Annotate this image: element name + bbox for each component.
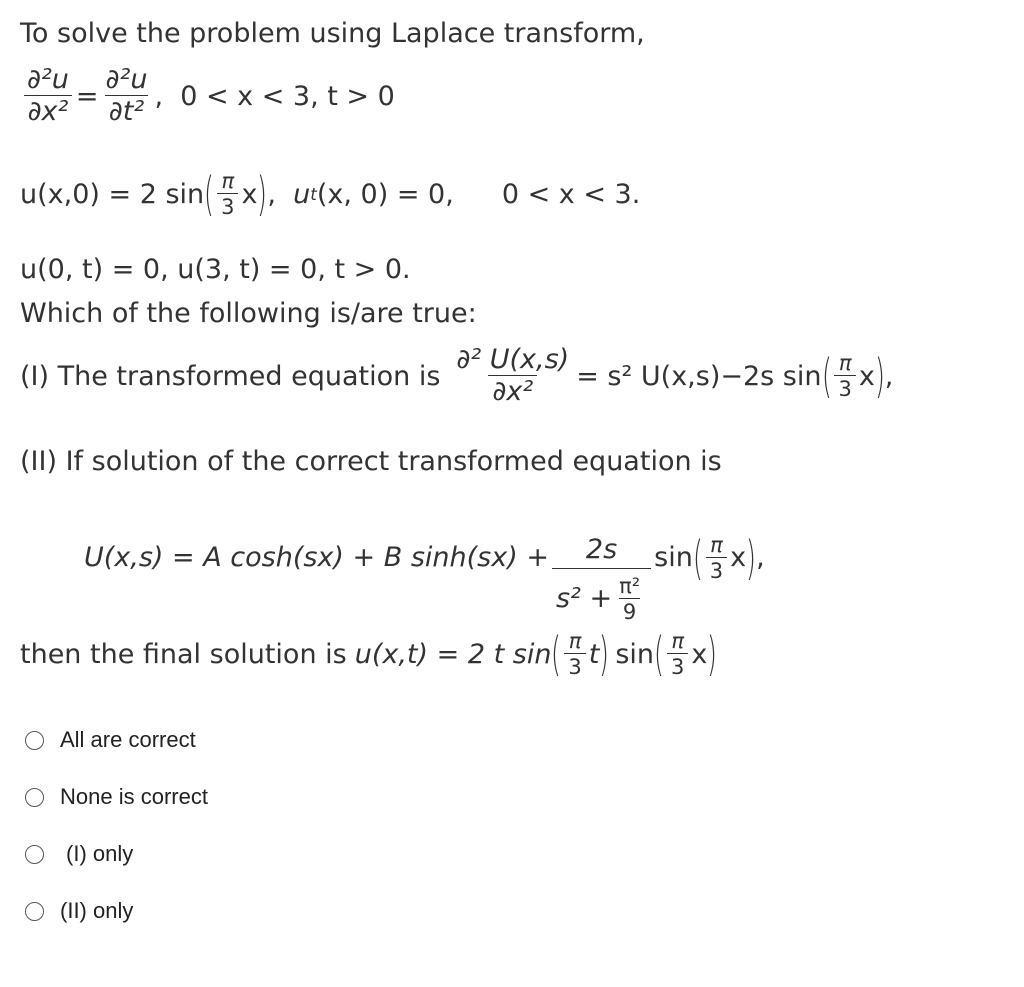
pde-rhs-denominator: ∂t² (105, 95, 148, 126)
statement-1-text: (I) The transformed equation is (20, 360, 441, 392)
pde-lhs-numerator: ∂²u (27, 64, 69, 95)
ic-range: 0 < x < 3. (501, 178, 641, 210)
option-i-only[interactable] (25, 841, 133, 867)
right-paren: ) (257, 167, 268, 222)
pde-equation: $\frac{\text{∂²u}}{\text{∂x²}}$ = $\frac{\text{∂²u}}{\text{∂t²}}$ , 0 < x < 3, t > 0 (20, 66, 395, 127)
initial-conditions: u(x,0) = 2 sin ( $\frac{\pi}{3}$ x ) , u t (x, 0) = 0, 0 < x < 3. (20, 167, 641, 222)
question-prompt: Which of the following is/are true: (20, 298, 477, 329)
option-label: (II) only (60, 898, 134, 923)
statement-1-fraction: $\frac{\text{∂² U(x,s)}}{\text{∂x²}}$ (456, 344, 570, 408)
pi-over-3-fraction: $\frac{\pi}{3}$ (217, 170, 238, 218)
pde-domain: 0 < x < 3, t > 0 (180, 80, 395, 112)
pde-rhs-numerator: ∂²u (105, 64, 148, 95)
final-expression: u(x,t) = 2 t sin (354, 638, 552, 670)
pde-lhs-denominator: ∂x² (24, 95, 73, 126)
pde-lhs-fraction (23, 66, 73, 127)
ic-ut: u (293, 178, 311, 210)
radio-button[interactable] (25, 902, 44, 921)
statement-2-fraction: 2s s² + $\frac{\text{π²}}{9}$ (552, 536, 651, 623)
pde-rhs-fraction (102, 66, 152, 127)
ic-u-x0: u(x,0) = 2 sin (20, 178, 205, 210)
radio-button[interactable] (25, 845, 44, 864)
boundary-conditions: u(0, t) = 0, u(3, t) = 0, t > 0. (20, 254, 411, 285)
statement-2-lhs: U(x,s) = A cosh(sx) + B sinh(sx) + (84, 542, 549, 574)
option-ii-only[interactable] (25, 898, 133, 924)
option-label: All are correct (60, 727, 196, 752)
intro-text: To solve the problem using Laplace transform, (20, 18, 645, 49)
option-label: (I) only (66, 841, 134, 866)
statement-2-solution: U(x,s) = A cosh(sx) + B sinh(sx) + 2s s² + $\frac{\text{π²}}{9}$ sin ( $\frac{\pi}{3}$ x ) , (84, 530, 765, 625)
statement-1: (I) The transformed equation is $\frac{\text{∂² U(x,s)}}{\text{∂x²}}$ = s² U(x,s)−2s sin ( $\frac{\pi}{3}$ x ) , (20, 344, 894, 408)
final-solution: then the final solution is u(x,t) = 2 t sin ( $\frac{\pi}{3}$ t ) sin ( $\frac{\pi}{3}$ x ) (20, 627, 718, 682)
option-label: None is correct (60, 784, 208, 809)
final-text: then the final solution is (20, 638, 347, 670)
option-none-correct[interactable] (25, 784, 208, 810)
radio-button[interactable] (25, 731, 44, 750)
radio-button[interactable] (25, 788, 44, 807)
equals-sign: = (75, 80, 99, 112)
option-all-correct[interactable] (25, 727, 196, 753)
left-paren: ( (204, 167, 215, 222)
statement-1-rhs: = s² U(x,s)−2s sin (576, 360, 822, 392)
statement-2-text: (II) If solution of the correct transformed equation is (20, 446, 722, 477)
